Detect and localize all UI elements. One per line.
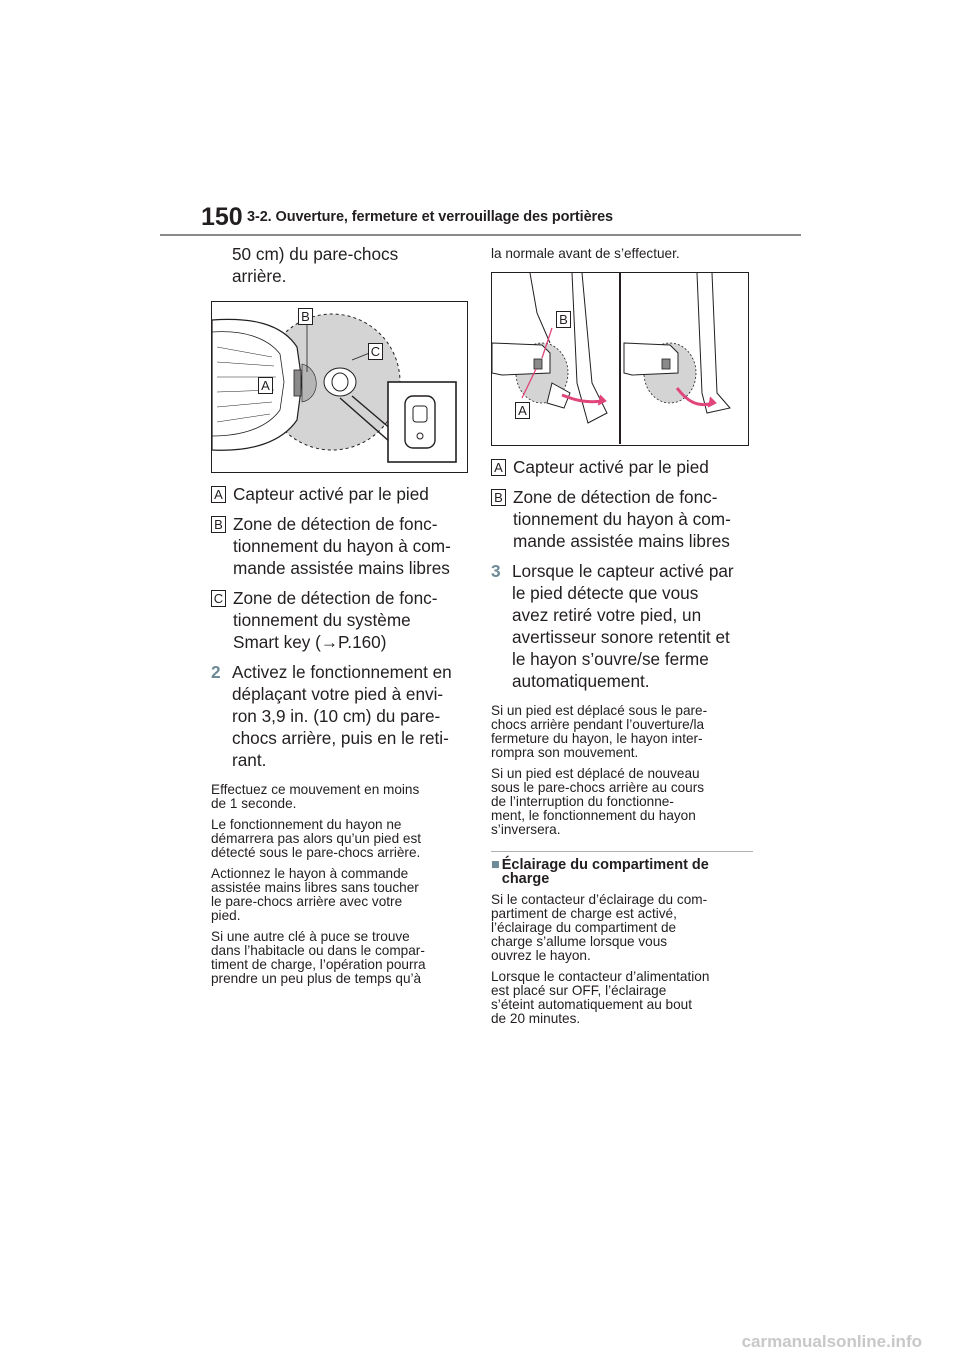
subheading-marker: ■ <box>491 857 500 873</box>
legend-text: Zone de détection de fonc- tionnement du hayon à com- mande assistée mains libres <box>513 487 731 551</box>
subheading <box>491 858 753 886</box>
legend-text: Zone de détection de fonc- tionnement du système Smart key (→P.160) <box>233 588 438 652</box>
figure-label-a: A <box>258 377 273 394</box>
step-number: 2 <box>211 662 221 682</box>
section-title: 3-2. Ouverture, fermeture et verrouillage des portières <box>247 209 613 225</box>
figure-car-top-view <box>211 301 468 473</box>
figure-foot-motion <box>491 272 749 446</box>
legend-item <box>211 483 471 505</box>
legend-label: A <box>211 486 226 503</box>
step-text: Lorsque le capteur activé par le pied détecte que vous avez retiré votre pied, un avertisseur sonore retentit et le hayon s’ouvre/se ferme automatiquement. <box>512 561 734 691</box>
step-2 <box>211 661 471 771</box>
car-top-view-illustration <box>212 302 466 471</box>
note: Effectuez ce mouvement en moins de 1 seconde. <box>211 782 420 811</box>
note: Le fonctionnement du hayon ne démarrera pas alors qu’un pied est détecté sous le pare-chocs arrière. <box>211 817 422 860</box>
note: Si une autre clé à puce se trouve dans l’habitacle ou dans le compar- timent de charge, l’opération pourra prendre un peu plus de temps qu’à <box>211 929 426 986</box>
step-number: 3 <box>491 561 501 581</box>
watermark: carmanualsonline.info <box>741 1332 922 1351</box>
note: Si un pied est déplacé sous le pare- chocs arrière pendant l’ouverture/la fermeture du hayon, le hayon inter- rompra son mouvement. <box>491 703 708 760</box>
legend-label: B <box>491 489 506 506</box>
step-3 <box>491 560 753 692</box>
page-number: 150 <box>201 203 243 231</box>
header-rule <box>160 234 801 236</box>
legend-label: A <box>491 459 506 476</box>
right-continued-text: la normale avant de s’effectuer. <box>491 246 680 261</box>
note: Actionnez le hayon à commande assistée mains libres sans toucher le pare-chocs arrière avec votre pied. <box>211 866 419 923</box>
section-separator <box>491 851 753 852</box>
car-rear <box>212 319 302 450</box>
note: Lorsque le contacteur d’alimentation est placé sur OFF, l’éclairage s’éteint automatiquement au bout de 20 minutes. <box>491 969 710 1026</box>
foot-sensor <box>294 370 301 396</box>
legend-label: C <box>211 590 226 607</box>
subheading-text: Éclairage du compartiment de charge <box>501 857 709 887</box>
legend-text: Capteur activé par le pied <box>513 457 709 477</box>
note: Si un pied est déplacé de nouveau sous le pare-chocs arrière au cours de l’interruption du fonctionne- ment, le fonctionnement du hayon s’inversera. <box>491 766 705 837</box>
left-legend <box>211 483 471 986</box>
figure-label-b: B <box>298 308 313 325</box>
legend-text: Capteur activé par le pied <box>233 484 429 504</box>
foot-motion-illustration <box>492 273 747 444</box>
figure-label-b: B <box>556 311 571 328</box>
legend-item <box>491 486 753 552</box>
legend-text: Zone de détection de fonc- tionnement du hayon à com- mande assistée mains libres <box>233 514 451 578</box>
note: Si le contacteur d’éclairage du com- partiment de charge est activé, l’éclairage du compartiment de charge s’allume lorsque vous ouvrez le hayon. <box>491 892 708 963</box>
right-legend <box>491 456 753 1026</box>
legend-label: B <box>211 516 226 533</box>
legend-item <box>491 456 753 478</box>
step-text: Activez le fonctionnement en déplaçant votre pied à envi- ron 3,9 in. (10 cm) du pare- chocs arrière, puis en le reti- rant. <box>232 662 452 770</box>
figure-label-c: C <box>368 343 383 360</box>
left-continued-text: 50 cm) du pare-chocs arrière. <box>232 244 399 286</box>
legend-item <box>211 587 471 653</box>
figure-label-a: A <box>515 402 530 419</box>
legend-item <box>211 513 471 579</box>
